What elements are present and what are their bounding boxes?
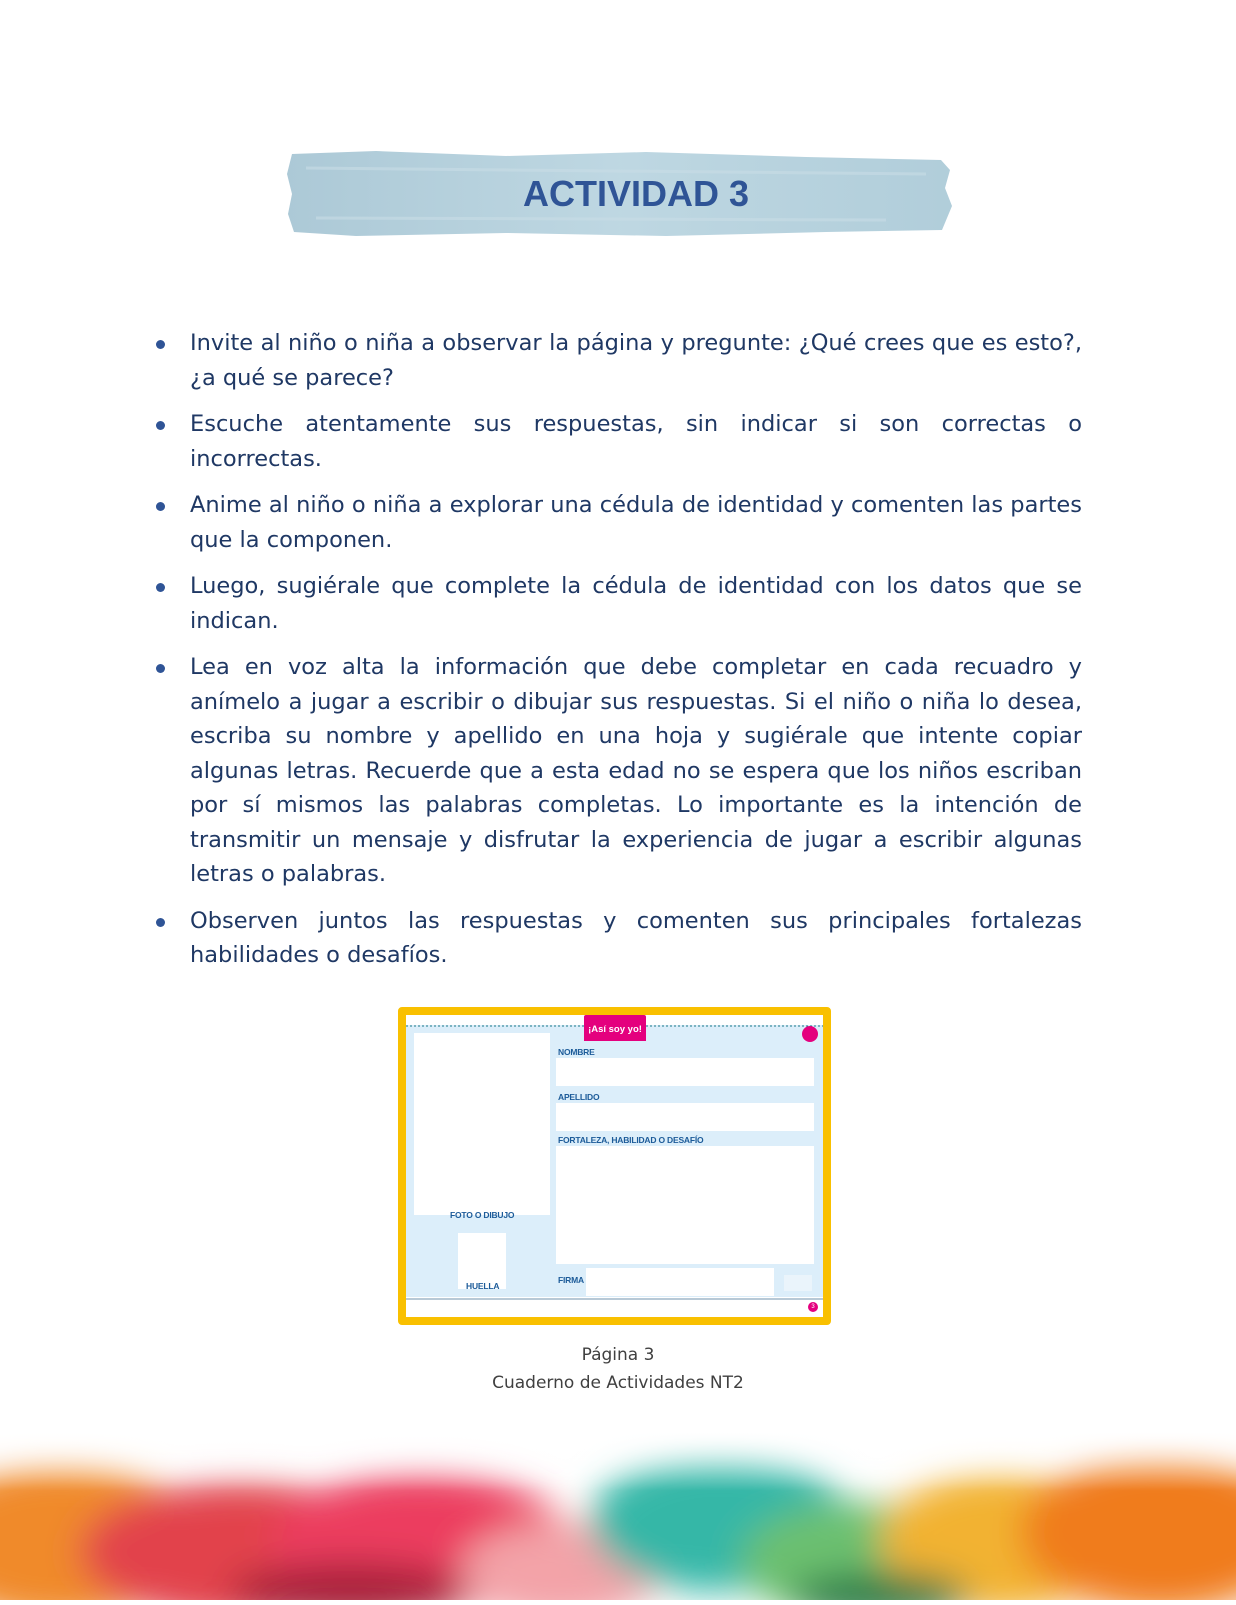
page-number-badge: 3 <box>808 1302 818 1312</box>
list-item: Invite al niño o niña a observar la página y pregunte: ¿Qué crees que es esto?, ¿a qué se parece? <box>152 326 1082 395</box>
id-card-layout <box>406 1015 823 1317</box>
bullet-icon <box>156 340 165 349</box>
list-item: Escuche atentamente sus respuestas, sin indicar si son correctas o incorrectas. <box>152 407 1082 476</box>
label-firma: FIRMA <box>558 1275 584 1285</box>
bullet-icon <box>156 502 165 511</box>
bullet-icon <box>156 664 165 673</box>
label-apellido: APELLIDO <box>558 1092 600 1102</box>
label-nombre: NOMBRE <box>558 1047 595 1057</box>
page-title: ACTIVIDAD 3 <box>522 173 750 214</box>
bullet-icon <box>156 583 165 592</box>
bullet-icon <box>156 421 165 430</box>
list-item: Lea en voz alta la información que debe completar en cada recuadro y anímelo a jugar a escribir o dibujar sus respuestas. Si el niño o niña lo desea, escriba su nombre y apellido en una hoja y sugiérale que intente copiar algunas letras. Recuerde que a esta edad no se espera que los niños escriban por sí mismos las palabras completas. Lo importante es la intención de transmitir un mensaje y disfrutar la experiencia de jugar a escribir algunas letras o palabras. <box>152 650 1082 892</box>
label-foto: FOTO O DIBUJO <box>450 1210 515 1220</box>
label-huella: HUELLA <box>466 1281 500 1291</box>
watercolor-decoration <box>0 1432 1236 1600</box>
list-item: Luego, sugiérale que complete la cédula de identidad con los datos que se indican. <box>152 569 1082 638</box>
id-card <box>406 1015 823 1317</box>
card-tag: ¡Así soy yo! <box>584 1015 646 1041</box>
label-fortaleza: FORTALEZA, HABILIDAD O DESAFÍO <box>558 1135 704 1145</box>
watercolor-footer <box>0 1432 1236 1600</box>
pencil-icon <box>802 1026 818 1042</box>
caption-book: Cuaderno de Actividades NT2 <box>492 1373 744 1393</box>
list-item: Anime al niño o niña a explorar una cédula de identidad y comenten las partes que la componen. <box>152 488 1082 557</box>
list-item: Observen juntos las respuestas y comenten sus principales fortalezas habilidades o desafíos. <box>152 904 1082 973</box>
activity-card-image <box>398 1007 831 1325</box>
caption-page: Página 3 <box>581 1345 655 1365</box>
bullet-icon <box>156 918 165 927</box>
title-banner <box>286 148 956 240</box>
instruction-list <box>152 326 1082 985</box>
